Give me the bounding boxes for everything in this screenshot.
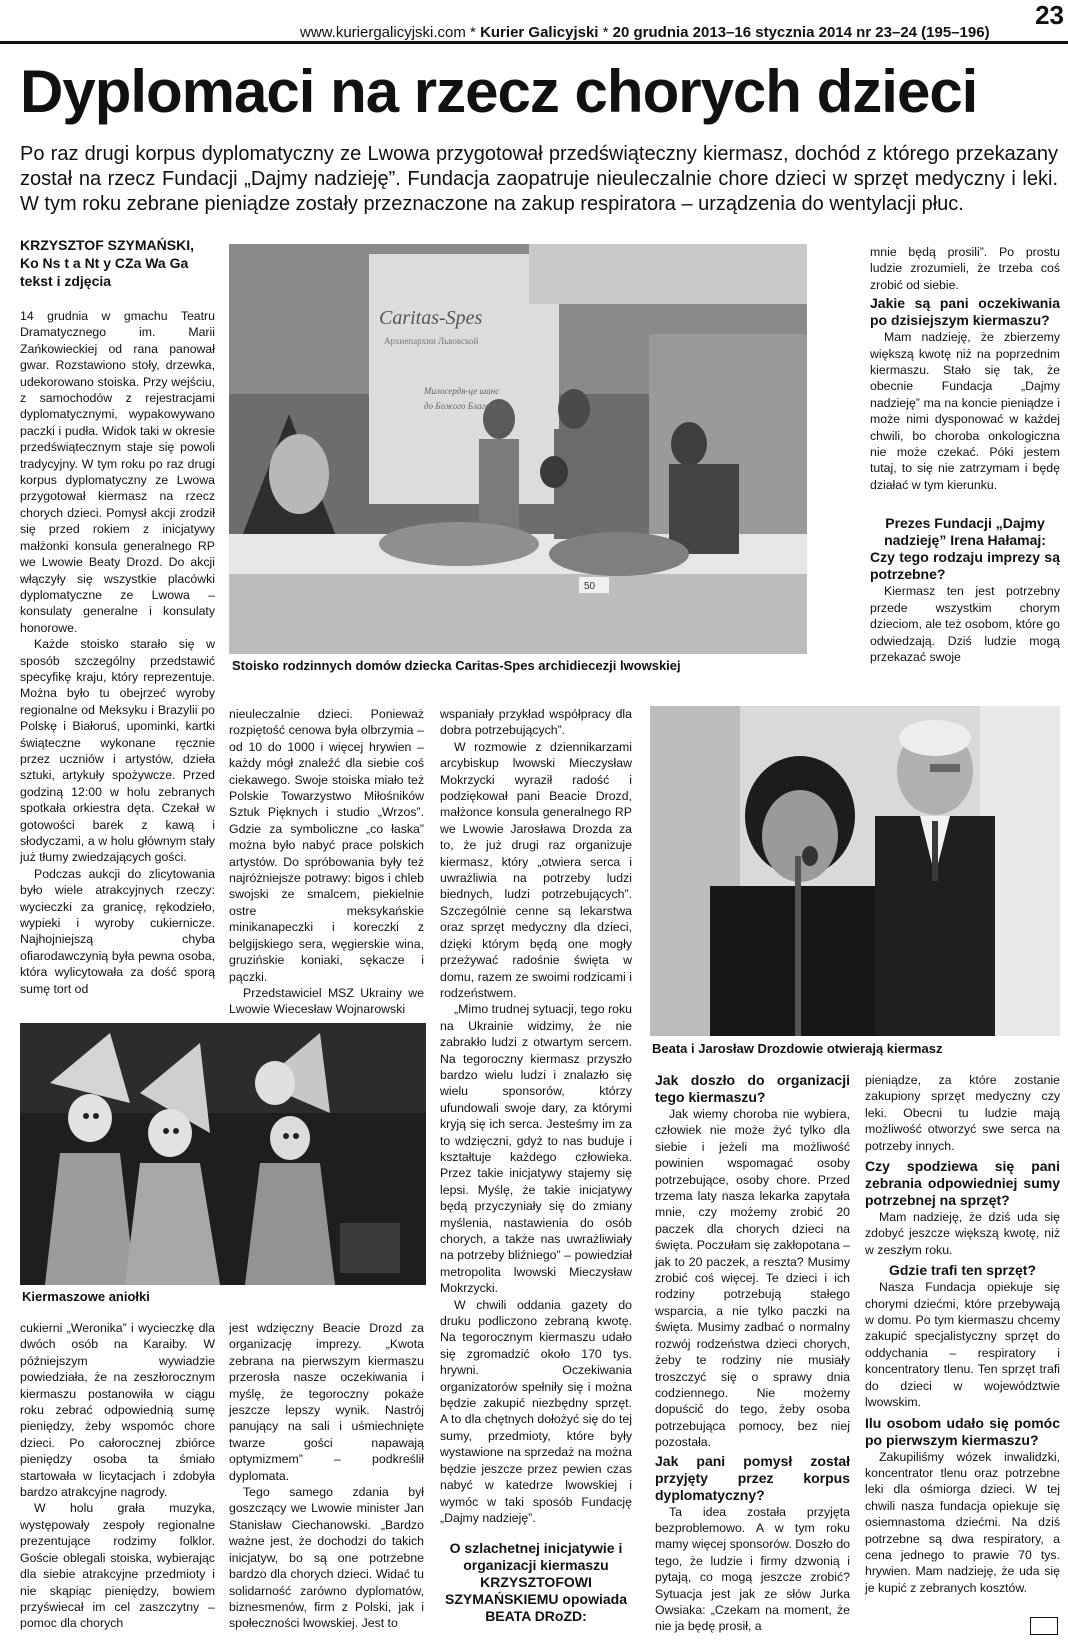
caption-stall: Stoisko rodzinnych domów dziecka Caritas-Spes archidiecezji lwowskiej	[232, 658, 681, 673]
column-3	[440, 706, 632, 1625]
question: Jak pani pomysł został przyjęty przez korpus dyplomatyczny?	[655, 1452, 850, 1503]
paragraph: pieniądze, za które zostanie zakupiony sprzęt medyczny czy leki. Obecni tu ludzie mają możliwość otworzyć swe serca na potrzeby innych.	[865, 1073, 1060, 1153]
paragraph: mnie będą prosili”. Po prostu ludzie zrozumieli, że trzeba coś zrobić od siebie.	[870, 245, 1060, 292]
page-header	[0, 0, 1068, 44]
header-issue: 20 grudnia 2013–16 stycznia 2014 nr 23–24 (195–196)	[612, 24, 990, 41]
paragraph: W rozmowie z dziennikarzami arcybiskup lwowski Mieczysław Mokrzycki wyraził radość i podziękował pani Beacie Drozd, małżonce konsula generalnego RP we Lwowie Jarosława Drozda za to, że już drugi raz organizuje kiermasz, który „otwiera serca i uwrażliwia na potrzeby ludzi biednych, ludzi potrzebujących”. Szczególnie cenne są lekarstwa oraz sprzęt medyczny dla dzieci, dzięki którym będą one mogły przeżywać radośnie święta w domu, razem ze swoimi rodzicami i rodzeństwem.	[440, 739, 632, 1000]
paragraph: 14 grudnia w gmachu Teatru Dramatycznego im. Marii Zańkowieckiej od rana panował gwar. Rozstawiono stoły, drzewka, udekorowano stoiska. Przy wejściu, z samochodów z rejestracjami dyplomatycznymi, wypakowywano paczki i pudła. Widok taki w okresie przedświątecznym staje się powoli tradycyjny. W tym roku po raz drugi korpus dyplomatyczny ze Lwowa przygotował kiermasz na rzecz chorych dzieci. Pomysł akcji zrodził się przed rokiem z inicjatywy małżonki konsula generalnego RP we Lwowie Beaty Drozd. Do akcji włączyły się wszystkie placówki dyplomatyczne ze Lwowa – konsulaty generalne i konsulaty honorowe.	[20, 309, 215, 635]
paragraph: wspaniały przykład współpracy dla dobra potrzebujących”.	[440, 707, 632, 738]
paragraph: Każde stoisko starało się w sposób szczególny przedstawić specyfikę kraju, który reprezentuje. Można było tu obejrzeć wyroby regionalne od Meksyku i Brazylii po Polskę i Białoruś, upominki, kartki świąteczne wykonane ręcznie przez uczniów i artystów, dzieła sztuki, artykuły spożywcze. Przed godziną 12:00 w holu zebranych spotkała orkiestra dęta. Czekał w gotowości barek z kawą i słodyczami, a w holu głównym stały już tłumy zwiedzających gości.	[20, 637, 215, 865]
drozd-photo-image	[650, 706, 1060, 1036]
second-sign: Милосердя-це шанс	[424, 386, 500, 396]
paragraph: Mam nadzieję, że zbierzemy większą kwotę niż na poprzednim kiermaszu. Stało się tak, że obecnie Fundacja „Dajmy nadzieję” ma na koncie pieniądze i może nimi dysponować w każdej chwili, bo choroba onkologiczna nie może czekać. Póki jestem tutaj, to się nie zatrzymam i będę działać w tym kierunku.	[870, 330, 1060, 492]
paragraph: Kiermasz ten jest potrzebny przede wszystkim chorym dzieciom, ale też osobom, które go odwiedzają. Dziś ludzie mogą przekazać swoje	[870, 584, 1061, 664]
column-4	[870, 244, 1060, 665]
caption-angels: Kiermaszowe aniołki	[22, 1289, 150, 1304]
photo-drozd	[650, 706, 1060, 1036]
question: Jak doszło do organizacji tego kiermaszu?	[655, 1072, 850, 1105]
svg-text:до Божого Блага у А: до Божого Блага у А	[424, 401, 504, 411]
bottom-column-1	[20, 1320, 215, 1632]
caritas-sign-text: Caritas-Spes	[379, 307, 483, 329]
bottom-column-2	[229, 1320, 424, 1632]
article-title: Dyplomaci na rzecz chorych dzieci	[20, 58, 978, 125]
question: Czy tego rodzaju imprezy są potrzebne?	[870, 549, 1060, 583]
caritas-sign-sub: Архиепархии Львовской	[384, 336, 479, 346]
question: Ilu osobom udało się pomóc po pierwszym kiermaszu?	[865, 1414, 1060, 1448]
header-line: www.kuriergalicyjski.com * Kurier Galicyjski * 20 grudnia 2013–16 stycznia 2014 nr 23–24 (195–196)	[300, 24, 990, 41]
paragraph: „Mimo trudnej sytuacji, tego roku na Ukrainie widzimy, że nie zabrakło ludzi z otwartym sercem. Na tegoroczny kiermasz przyszło bardzo wielu ludzi i znalazło się wielu sponsorów, którzy ufundowali swoje dary, za którymi kryją się ich serca. Jesteśmy im za to wdzięczni, gdyż to nas buduje i kształtuje każdego człowieka. Przez takie inicjatywy stajemy się lepsi. Myślę, że takie inicjatywy będą przyczyniały się do zmiany myślenia, nastawienia do osób chorych, a także nas uwrażliwiały na potrzeby bliźniego” – powiedział metropolita lwowski Mieczysław Mokrzycki.	[440, 1002, 632, 1296]
byline-author-1: KRZYSZTOF SZYMAŃSKI,	[20, 237, 194, 253]
stall-photo-image	[229, 244, 807, 654]
paragraph: cukierni „Weronika” i wycieczkę dla dwóch osób na Karaiby. W późniejszym wywiadzie powiedziała, że na zeszłorocznym kiermaszu postanowiła w ciągu roku zebrać odpowiednią sumę pieniędzy, żeby wspomóc chore dzieci. Po całorocznej zbiórce pieniędzy osoba ta śmiało startowała w licytacjach i zdobyła bardzo atrakcyjne nagrody.	[20, 1321, 215, 1500]
caption-drozd: Beata i Jarosław Drozdowie otwierają kiermasz	[652, 1041, 943, 1056]
header-paper: Kurier Galicyjski	[480, 24, 599, 41]
article-lead: Po raz drugi korpus dyplomatyczny ze Lwowa przygotował przedświąteczny kiermasz, dochód z którego przekazany został na rzecz Fundacji „Dajmy nadzieję”. Fundacja zaopatruje nieuleczalnie chore dzieci w sprzęt medyczny i leki. W tym roku zebrane pieniądze zostały przeznaczone na zakup respiratora – urządzenia do wentylacji płuc.	[20, 143, 1058, 215]
interviewee-intro: Prezes Fundacji „Dajmy nadzieję” Irena Hałamaj:	[884, 515, 1046, 549]
column-1	[20, 308, 215, 997]
interview-intro: O szlachetnej inicjatywie i organizacji kiermaszu KRZYSZTOFOWI SZYMAŃSKIEMU opowiada BEATA DRoZD:	[444, 1540, 627, 1625]
end-mark	[1030, 1617, 1058, 1635]
paragraph: W holu grała muzyka, występowały zespoły regionalne prezentujące rodzimy folklor. Goście oblegali stoiska, wybierając dla siebie atrakcyjne przedmioty i nie skąpiąc pieniędzy, bowiem przyświecał im cel zaszczytny – pomoc dla chorych	[20, 1501, 215, 1631]
question: Gdzie trafi ten sprzęt?	[888, 1262, 1037, 1279]
paragraph: W chwili oddania gazety do druku podliczono zebraną kwotę. Na tegorocznym kiermaszu udało się zgromadzić około 170 tys. hrywni. Oczekiwania organizatorów spełniły się i można będzie zakupić niezbędny sprzęt. A to dla chętnych dołożyć się do tej sumy, przedmioty, które były wystawione na sprzedaż na można będzie jeszcze przez pewien czas nabyć w katedrze lwowskiej i wymóc w taki sposób Fundację „Dajmy nadzieję”.	[440, 1297, 632, 1525]
interview-column-a	[655, 1072, 850, 1635]
paragraph: Jak wiemy choroba nie wybiera, człowiek nie może żyć tylko dla siebie i jeżeli ma możliwość powinien wspomagać osoby potrzebujące, osoby chore. Przed trzema laty nasza lekarka zapytała mnie, czy możemy zrobić 20 paczek dla chorych dzieci na święta. Poczułam się zakłopotana – jak to 20 paczek, a reszta? Musimy zrobić coś więcej. Te dzieci i ich rodziny potrzebują stałego wsparcia, a nie tylko paczki na święta. Musimy zadbać o normalny rozwój rodzeństwa dzieci chorych, żeby te rodziny nie musiały troszczyć się o sprawy dnia codziennego. Nie możemy dopuścić do tego, żeby osoba potrzebująca pomocy, bez niej pozostała.	[655, 1107, 850, 1450]
paragraph: Przedstawiciel MSZ Ukrainy we Lwowie Wiecesław Wojnarowski	[229, 985, 424, 1017]
byline-author-2: Ko Ns t a Nt y CZa Wa Ga	[20, 255, 189, 271]
angels-photo-image	[20, 1023, 426, 1285]
photo-angels	[20, 1023, 426, 1285]
paragraph: jest wdzięczny Beacie Drozd za organizację imprezy. „Kwota zebrana na pierwszym kiermaszu przerosła nasze oczekiwania i myślę, że tegoroczny pokaże jeszcze lepszy wynik. Nastrój panujący na sali i uśmiechnięte twarze gości napawają optymizmem” – podkreślił dyplomata.	[229, 1321, 424, 1483]
page-number: 23	[1035, 0, 1064, 30]
paragraph: Tego samego zdania był goszczący we Lwowie minister Jan Stanisław Ciechanowski. „Bardzo ważne jest, że dochodzi do takich inicjatyw, bo są one potrzebne bardzo dla chorych dzieci. Widać tu solidarność zarówno dyplomatów, biznesmenów, firm z Polski, jak i społeczności lwowskiej. Jest to	[229, 1485, 424, 1631]
header-site: www.kuriergalicyjski.com	[300, 24, 466, 41]
byline	[20, 236, 220, 290]
byline-role: tekst i zdjęcia	[20, 273, 112, 289]
photo-stall	[229, 244, 807, 654]
paragraph: Ta idea została przyjęta bezproblemowo. A w tym roku mamy więcej sponsorów. Doszło do tego, że ludzie i firmy dzwonią i pytają, co mogą jeszcze zrobić? Sytuacja jest jak ze słów Jurka Owsiaka: „Czekam na moment, że nie ja będę prosił, a	[655, 1504, 850, 1634]
column-2	[229, 706, 424, 1018]
paragraph: Mam nadzieję, że dziś uda się zdobyć jeszcze większą kwotę, niż w zeszłym roku.	[865, 1210, 1060, 1257]
price-tag: 50	[584, 581, 596, 592]
interview-column-b	[865, 1072, 1060, 1596]
paragraph: Podczas aukcji do zlicytowania było wiele atrakcyjnych rzeczy: wycieczki za granicę, rękodzieło, wypieki i wyroby cukiernicze. Najhojniejszą chyba ofiarodawczynią była pewna osoba, która wylicytowała za dość sporą sumę tort od	[20, 866, 215, 996]
paragraph: nieuleczalnie dzieci. Ponieważ rozpiętość cenowa była olbrzymia – od 10 do 1000 i więcej hrywien – każdy mógł znaleźć dla siebie coś ciekawego. Swoje stoiska miało też Polskie Towarzystwo Miłośników Sztuk Pięknych i studio „Wrzos”. Gdzie za symboliczne „co łaska” można było nabyć prace polskich artystów. Do spróbowania były też najróżniejsze potrawy: bigos i chleb swojski ze smalcem, piekielnie ostre meksykańskie minikanapeczki i koreczki z belgijskiego sera, węgierskie wina, gruzińskie koniaki, sękacze i pączki.	[229, 707, 424, 984]
question: Czy spodziewa się pani zebrania odpowiedniej sumy potrzebnej na sprzęt?	[865, 1158, 1060, 1209]
question: Jakie są pani oczekiwania po dzisiejszym kiermaszu?	[870, 295, 1060, 329]
paragraph: Zakupiliśmy wózek inwalidzki, koncentrator tlenu oraz potrzebne leki dla ośmiorga dzieci. W tej chwili nasza fundacja opiekuje się osiemnastoma dziećmi. Na dziś potrzebne są dwa respiratory, a cena jednego to prawie 70 tys. hrywien. Mam nadzieję, że uda się je kupić z zebranych kosztów.	[865, 1449, 1060, 1595]
paragraph: Nasza Fundacja opiekuje się chorymi dziećmi, które przebywają w domu. Po tym kiermaszu chcemy zakupić specjalistyczny sprzęt do oddychania – respiratory i koncentratory tlenu. Ten sprzęt trafi do dzieci w województwie lwowskim.	[865, 1280, 1060, 1410]
